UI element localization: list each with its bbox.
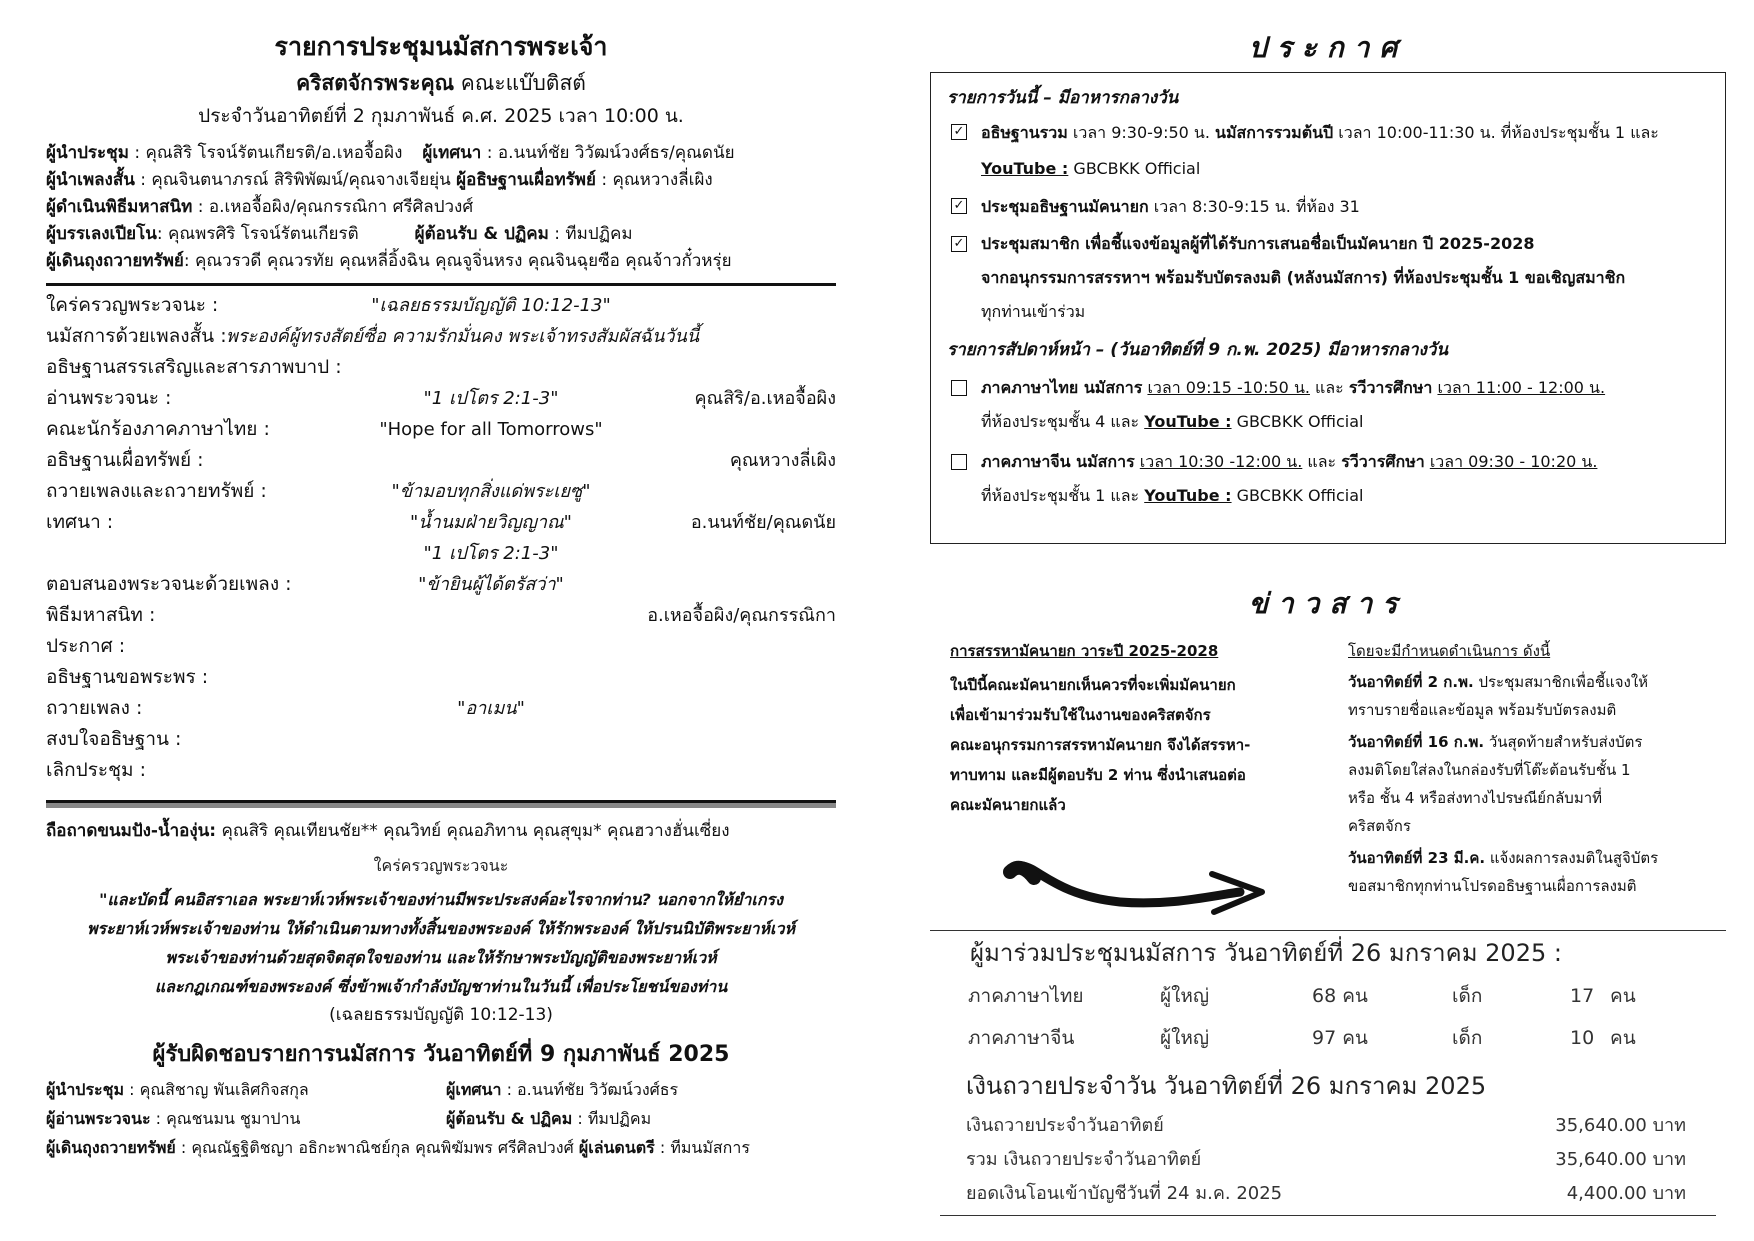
schedule-item: วันอาทิตย์ที่ 23 มี.ค. แจ้งผลการลงมติในสูจิบัตร ขอสมาชิกทุกท่านโปรดอธิษฐานเผื่อการลงมติ	[1348, 849, 1659, 895]
order-person: อ.นนท์ชัย/คุณดนัย	[690, 512, 836, 533]
news-left-body: ในปีนี้คณะมัคนายกเห็นควรที่จะเพิ่มมัคนายก เพื่อเข้ามาร่วมรับใช้ในงานของคริสตจักร คณะอนุกรรมการสรรหามัคนายก จึงได้สรรหา- ทาบทาม และมีผู้ตอบรับ 2 ท่าน ซึ่งนำเสนอต่อ คณะมัคนายกแล้ว	[950, 676, 1251, 814]
offering-row: ยอดเงินโอนเข้าบัญชีวันที่ 24 ม.ค. 2025 4,400.00 บาท	[966, 1183, 1686, 1204]
next-item: ภาคภาษาจีน นมัสการ เวลา 10:30 -12:00 น. และ รวีวารศึกษา เวลา 09:30 - 10:20 น. ที่ห้องประชุมชั้น 1 และ YouTube : GBCBKK Official	[947, 445, 1709, 513]
announcements-box	[930, 72, 1726, 544]
order-detail: พระองค์ผู้ทรงสัตย์ซื่อ ความรักมั่นคง พระเจ้าทรงสัมผัสฉันวันนี้	[226, 326, 700, 347]
order-detail: "น้ำนมฝ่ายวิญญาณ"	[410, 512, 572, 533]
order-detail: "1 เปโตร 2:1-3"	[423, 388, 559, 409]
staff-row: ผู้นำประชุม : คุณสิริ โรจน์รัตนเกียรติ/อ.เหอจื้อผิง ผู้เทศนา : อ.นนท์ชัย วิวัฒน์วงศ์ธร/คุณดนัย	[46, 143, 735, 163]
announcements-column	[930, 28, 1726, 1228]
next-week-row: ผู้อ่านพระวจนะ : คุณชนมน ชูมาปาน ผู้ต้อนรับ & ปฏิคม : ทีมปฏิคม	[46, 1109, 652, 1128]
offering-heading: เงินถวายประจำวัน วันอาทิตย์ที่ 26 มกราคม 2025	[966, 1072, 1487, 1100]
service-date: ประจำวันอาทิตย์ที่ 2 กุมภาพันธ์ ค.ศ. 2025 เวลา 10:00 น.	[198, 105, 684, 127]
checkbox-checked-icon: ✓	[951, 236, 967, 252]
staff-row: ผู้บรรเลงเปียโน: คุณพรศิริ โรจน์รัตนเกียรติ ผู้ต้อนรับ & ปฏิคม : ทีมปฏิคม	[46, 224, 633, 244]
service-order-row	[46, 569, 836, 600]
order-label: ประกาศ :	[46, 635, 126, 657]
service-order	[46, 290, 836, 786]
order-detail: "ข้ามอบทุกสิ่งแด่พระเยซู"	[391, 481, 591, 502]
order-label: เทศนา :	[46, 511, 114, 533]
attendance-row: ภาคภาษาจีน ผู้ใหญ่ 97 คน เด็ก 10 คน	[968, 1027, 1636, 1049]
order-label: อ่านพระวจนะ :	[46, 387, 172, 409]
service-order-row	[46, 631, 836, 662]
schedule-item: วันอาทิตย์ที่ 16 ก.พ. วันสุดท้ายสำหรับส่งบัตร ลงมติโดยใส่ลงในกล่องรับที่โต๊ะต้อนรับชั้น 1 หรือ ชั้น 4 หรือส่งทางไปรษณีย์กลับมาที่ คริสตจักร	[1348, 733, 1643, 835]
order-detail: "เฉลยธรรมบัญญัติ 10:12-13"	[371, 295, 611, 316]
arrow-right-icon	[1000, 844, 1270, 924]
service-order-row	[46, 383, 836, 414]
schedule-item: วันอาทิตย์ที่ 2 ก.พ. ประชุมสมาชิกเพื่อชี้แจงให้ ทราบรายชื่อและข้อมูล พร้อมรับบัตรลงมติ	[1348, 673, 1649, 719]
news-schedule	[1348, 638, 1718, 900]
communion-servers: ถือถาดขนมปัง-น้ำองุ่น: คุณสิริ คุณเทียนชัย** คุณวิทย์ คุณอภิทาน คุณสุขุม* คุณฮวางฮั่นเซี่ยง	[46, 821, 730, 841]
church-name: คริสตจักรพระคุณ คณะแบ๊บติสต์	[296, 71, 586, 95]
staff-row: ผู้เดินถุงถวายทรัพย์: คุณวรวดี คุณวรทัย คุณหลี่อิ้งฉิน คุณจูจิ่นหรง คุณจินฉุยซือ คุณจ้าวกั๋วหรุ่ย	[46, 251, 732, 271]
today-item: ✓ ประชุมอธิษฐานมัคนายก เวลา 8:30-9:15 น. ที่ห้อง 31	[947, 189, 1709, 225]
today-item: ✓ อธิษฐานรวม เวลา 9:30-9:50 น. นมัสการรวมต้นปี เวลา 10:00-11:30 น. ที่ห้องประชุมชั้น 1 และ YouTube : GBCBKK Official	[947, 115, 1709, 187]
service-order-row	[46, 693, 836, 724]
attendance-heading: ผู้มาร่วมประชุมนมัสการ วันอาทิตย์ที่ 26 มกราคม 2025 :	[970, 939, 1562, 967]
attendance-row: ภาคภาษาไทย ผู้ใหญ่ 68 คน เด็ก 17 คน	[968, 985, 1636, 1007]
today-item: ✓ ประชุมสมาชิก เพื่อชี้แจงข้อมูลผู้ที่ได้รับการเสนอชื่อเป็นมัคนายก ปี 2025-2028 จากอนุกรรมการสรรหาฯ พร้อมรับบัตรลงมติ (หลังนมัสการ) ที่ห้องประชุมชั้น 1 ขอเชิญสมาชิก ทุกท่านเข้าร่วม	[947, 227, 1709, 329]
news-section	[930, 624, 1726, 924]
order-label: อธิษฐานขอพระพร :	[46, 666, 209, 688]
today-heading: รายการวันนี้ – มีอาหารกลางวัน	[947, 88, 1179, 108]
verse-reference: (เฉลยธรรมบัญญัติ 10:12-13)	[329, 1005, 553, 1025]
divider	[46, 283, 836, 286]
order-detail: "Hope for all Tomorrows"	[379, 419, 603, 440]
news-left-heading: การสรรหามัคนายก วาระปี 2025-2028	[950, 642, 1219, 660]
order-of-service-column	[46, 28, 836, 1228]
next-week-row: ผู้เดินถุงถวายทรัพย์ : คุณณัฐฐิติชญา อธิกะพาณิชย์กุล คุณพิฆัมพร ศรีศิลปวงศ์ ผู้เล่นดนตรี : ทีมนมัสการ	[46, 1138, 750, 1157]
order-label: ถวายเพลงและถวายทรัพย์ :	[46, 480, 267, 502]
service-order-row	[46, 755, 836, 786]
next-week-row: ผู้นำประชุม : คุณสิชาญ พันเลิศกิจสกุล ผู้เทศนา : อ.นนท์ชัย วิวัฒน์วงศ์ธร	[46, 1080, 679, 1099]
service-order-row	[46, 600, 836, 631]
checkbox-empty-icon	[951, 380, 967, 396]
youtube-link[interactable]: YouTube :	[981, 159, 1069, 178]
checkbox-empty-icon	[951, 454, 967, 470]
verse-text: "และบัดนี้ คนอิสราเอล พระยาห์เวห์พระเจ้าของท่านมีพระประสงค์อะไรจากท่าน? นอกจากให้ยำเกรง พระยาห์เวห์พระเจ้าของท่าน ให้ดำเนินตามทางทั้งสิ้นของพระองค์ ให้รักพระองค์ ให้ปรนนิบัติพระยาห์เวห์ พระเจ้าของท่านด้วยสุดจิตสุดใจของท่าน และให้รักษาพระบัญญัติของพระยาห์เวห์ และกฎเกณฑ์ของพระองค์ ซึ่งข้าพเจ้ากำลังบัญชาท่านในวันนี้ เพื่อประโยชน์ของท่าน	[86, 890, 796, 996]
divider	[46, 800, 836, 808]
order-person: คุณหวางลี่เผิง	[729, 450, 836, 471]
offering-row: เงินถวายประจำวันอาทิตย์ 35,640.00 บาท	[966, 1115, 1686, 1136]
news-deacon-election	[950, 638, 1290, 820]
service-order-row	[46, 321, 836, 352]
page-title: รายการประชุมนมัสการพระเจ้า	[274, 32, 608, 61]
service-order-row	[46, 662, 836, 693]
order-label: พิธีมหาสนิท :	[46, 604, 156, 626]
staff-list	[46, 140, 836, 275]
youtube-link[interactable]: YouTube :	[1144, 412, 1232, 431]
order-person: อ.เหอจื้อผิง/คุณกรรณิกา	[647, 605, 836, 626]
service-order-row	[46, 414, 836, 445]
next-week-staff	[46, 1075, 836, 1162]
news-title: ข่าวสาร	[1248, 587, 1408, 620]
order-detail: "ข้ายินผู้ได้ตรัสว่า"	[418, 574, 564, 595]
order-label: คณะนักร้องภาคภาษาไทย :	[46, 418, 270, 440]
order-label: ใคร่ครวญพระวจนะ :	[46, 294, 219, 316]
checkbox-checked-icon: ✓	[951, 124, 967, 140]
divider	[940, 1215, 1716, 1216]
service-order-row	[46, 445, 836, 476]
attendance-table	[930, 975, 1726, 1059]
next-item: ภาคภาษาไทย นมัสการ เวลา 09:15 -10:50 น. และ รวีวารศึกษา เวลา 11:00 - 12:00 น. ที่ห้องประชุมชั้น 4 และ YouTube : GBCBKK Official	[947, 371, 1709, 439]
order-person: คุณสิริ/อ.เหอจื้อผิง	[694, 388, 836, 409]
announcements-title: ประกาศ	[1248, 31, 1408, 64]
checkbox-checked-icon: ✓	[951, 198, 967, 214]
order-label: อธิษฐานเผื่อทรัพย์ :	[46, 449, 204, 471]
offering-row: รวม เงินถวายประจำวันอาทิตย์ 35,640.00 บาท	[966, 1149, 1686, 1170]
order-label: เลิกประชุม :	[46, 759, 146, 781]
service-order-row	[46, 507, 836, 538]
service-order-row	[46, 352, 836, 383]
order-label: สงบใจอธิษฐาน :	[46, 728, 182, 750]
service-order-row	[46, 290, 836, 321]
news-right-heading: โดยจะมีกำหนดดำเนินการ ดังนี้	[1348, 642, 1551, 660]
order-label: ถวายเพลง :	[46, 697, 143, 719]
verse-heading: ใคร่ครวญพระวจนะ	[373, 856, 509, 875]
next-week-announce-heading: รายการสัปดาห์หน้า – (วันอาทิตย์ที่ 9 ก.พ. 2025) มีอาหารกลางวัน	[947, 340, 1448, 360]
order-label: อธิษฐานสรรเสริญและสารภาพบาป :	[46, 356, 342, 378]
service-order-row	[46, 724, 836, 755]
order-label: ตอบสนองพระวจนะด้วยเพลง :	[46, 573, 292, 595]
order-detail: "1 เปโตร 2:1-3"	[423, 543, 559, 564]
next-week-heading: ผู้รับผิดชอบรายการนมัสการ วันอาทิตย์ที่ 9 กุมภาพันธ์ 2025	[152, 1042, 730, 1067]
staff-row: ผู้นำเพลงสั้น : คุณจินตนาภรณ์ สิริพิพัฒน์/คุณจางเจียยุ่น ผู้อธิษฐานเผื่อทรัพย์ : คุณหวางลี่เผิง	[46, 170, 713, 190]
service-order-row	[46, 476, 836, 507]
staff-row: ผู้ดำเนินพิธีมหาสนิท : อ.เหอจื้อผิง/คุณกรรณิกา ศรีศิลปวงศ์	[46, 197, 474, 217]
offering-table	[930, 1109, 1726, 1211]
order-detail: "อาเมน"	[457, 698, 525, 719]
service-order-row	[46, 538, 836, 569]
youtube-link[interactable]: YouTube :	[1144, 486, 1232, 505]
order-label: นมัสการด้วยเพลงสั้น :	[46, 325, 227, 347]
